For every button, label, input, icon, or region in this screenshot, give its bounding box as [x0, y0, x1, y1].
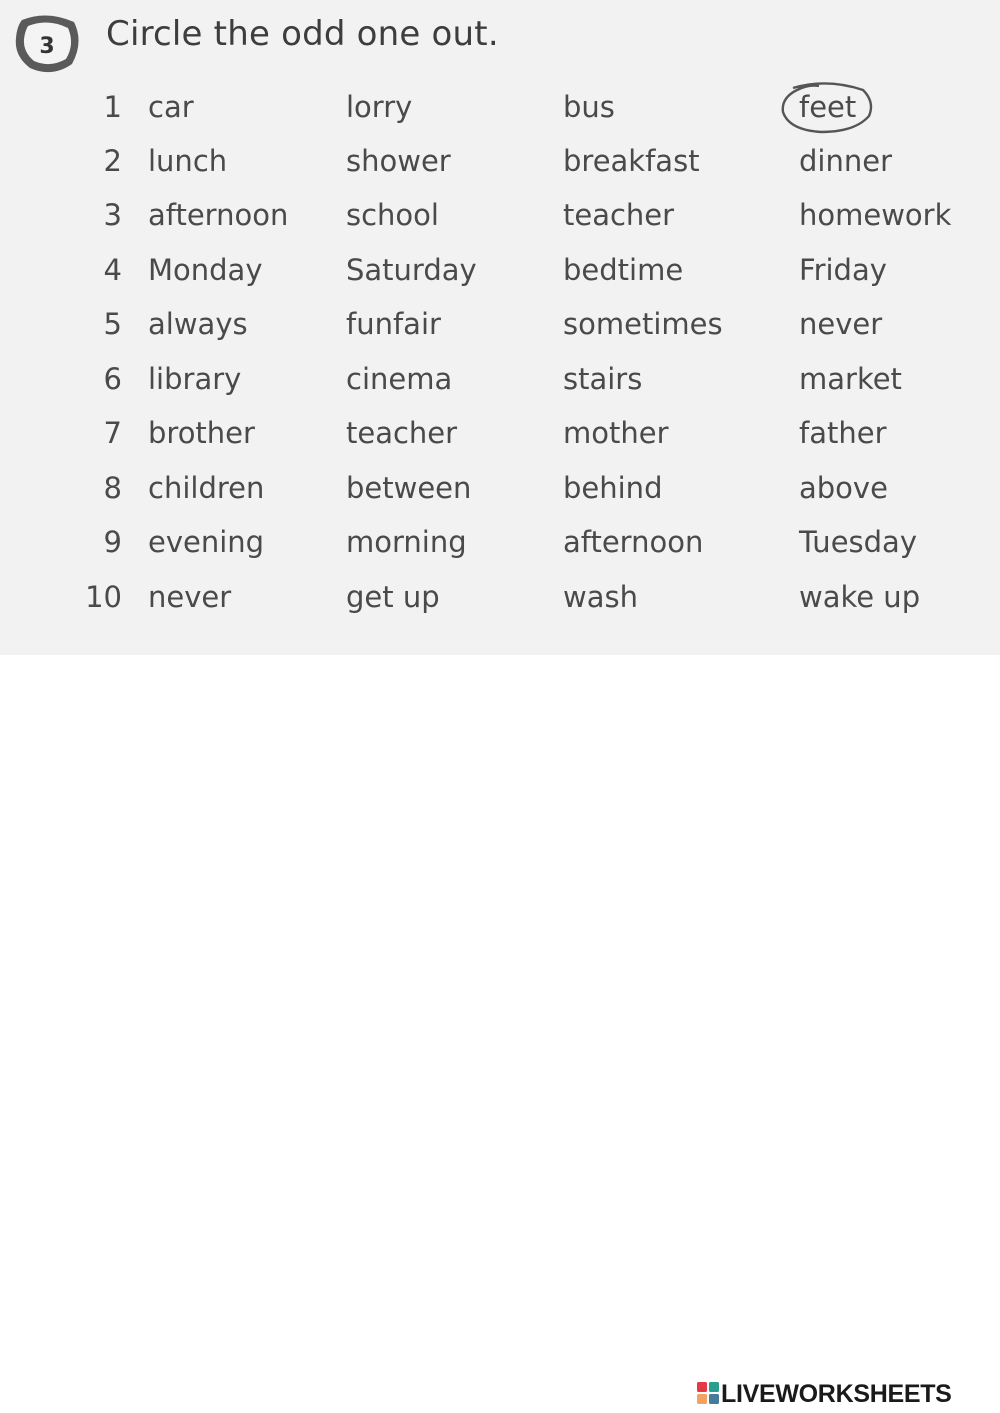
word-option[interactable]: library	[148, 362, 242, 396]
word-option[interactable]: car	[148, 90, 194, 124]
word-option[interactable]: brother	[148, 416, 255, 450]
word-option[interactable]: always	[148, 307, 248, 341]
row-number: 9	[103, 525, 122, 559]
row-number: 8	[103, 471, 122, 505]
word-option[interactable]: stairs	[563, 362, 643, 396]
word-option[interactable]: Tuesday	[799, 525, 917, 559]
word-option[interactable]: Saturday	[346, 253, 477, 287]
row-number: 7	[103, 416, 122, 450]
row-number: 2	[103, 144, 122, 178]
exercise-row	[0, 525, 1000, 579]
word-option[interactable]: cinema	[346, 362, 453, 396]
row-number: 3	[103, 198, 122, 232]
word-option[interactable]: evening	[148, 525, 265, 559]
word-option[interactable]: children	[148, 471, 265, 505]
word-option[interactable]: teacher	[346, 416, 458, 450]
word-option[interactable]: Friday	[799, 253, 887, 287]
word-option[interactable]: morning	[346, 525, 467, 559]
word-option[interactable]: lunch	[148, 144, 228, 178]
word-option[interactable]: school	[346, 198, 439, 232]
exercise-instruction: Circle the odd one out.	[106, 14, 499, 54]
word-option[interactable]: funfair	[346, 307, 441, 341]
word-option-circled[interactable]: feet	[799, 90, 857, 124]
word-option[interactable]: lorry	[346, 90, 413, 124]
row-number: 10	[85, 580, 122, 614]
exercise-row	[0, 416, 1000, 470]
liveworksheets-brand-text: LIVEWORKSHEETS	[721, 1380, 952, 1408]
word-option[interactable]: breakfast	[563, 144, 700, 178]
word-option[interactable]: bus	[563, 90, 615, 124]
exercise-row	[0, 307, 1000, 361]
answer-circle-mark	[779, 80, 875, 134]
exercise-row	[0, 144, 1000, 198]
word-option[interactable]: above	[799, 471, 888, 505]
word-option[interactable]: sometimes	[563, 307, 723, 341]
word-option[interactable]: Monday	[148, 253, 263, 287]
row-number: 4	[103, 253, 122, 287]
word-option[interactable]: never	[148, 580, 232, 614]
word-option[interactable]: market	[799, 362, 902, 396]
word-option[interactable]: afternoon	[563, 525, 704, 559]
word-option[interactable]: bedtime	[563, 253, 684, 287]
word-option[interactable]: mother	[563, 416, 669, 450]
row-number: 6	[103, 362, 122, 396]
word-option[interactable]: dinner	[799, 144, 892, 178]
liveworksheets-logo[interactable]	[697, 1380, 997, 1406]
word-option[interactable]: shower	[346, 144, 451, 178]
exercise-row	[0, 362, 1000, 416]
word-option[interactable]: homework	[799, 198, 952, 232]
row-number: 5	[103, 307, 122, 341]
worksheet-scan	[0, 0, 1000, 655]
word-option[interactable]: wash	[563, 580, 638, 614]
exercise-number-badge	[12, 12, 82, 76]
word-option[interactable]: wake up	[799, 580, 921, 614]
exercise-number: 3	[39, 34, 55, 59]
word-option[interactable]: never	[799, 307, 883, 341]
exercise-row	[0, 198, 1000, 252]
word-option[interactable]: father	[799, 416, 887, 450]
exercise-row	[0, 471, 1000, 525]
word-option[interactable]: afternoon	[148, 198, 289, 232]
exercise-row	[0, 580, 1000, 634]
liveworksheets-logo-icon	[697, 1382, 719, 1404]
word-option[interactable]: between	[346, 471, 472, 505]
word-option[interactable]: behind	[563, 471, 663, 505]
exercise-row	[0, 253, 1000, 307]
row-number: 1	[103, 90, 122, 124]
word-option[interactable]: get up	[346, 580, 440, 614]
word-option[interactable]: teacher	[563, 198, 675, 232]
